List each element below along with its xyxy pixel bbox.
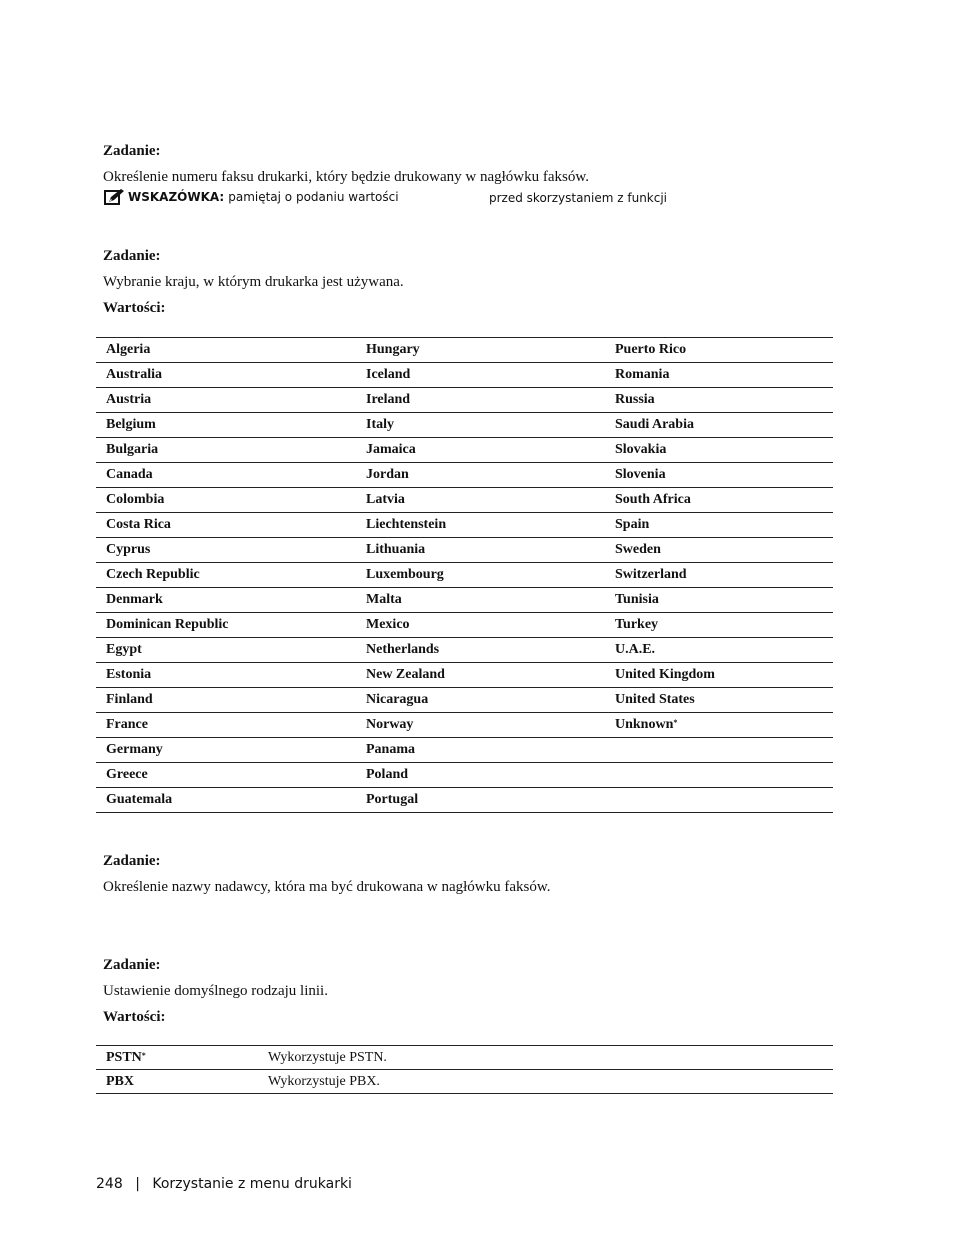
country-cell: Puerto Rico [605, 338, 833, 363]
country-cell: Poland [356, 763, 605, 788]
country-cell: Costa Rica [96, 513, 356, 538]
table-row [96, 488, 833, 513]
country-cell: Panama [356, 738, 605, 763]
country-cell: United Kingdom [605, 663, 833, 688]
country-cell: Egypt [96, 638, 356, 663]
note-text-a: pamiętaj o podaniu wartości [228, 190, 399, 204]
line-type-desc: Wykorzystuje PSTN. [258, 1046, 833, 1070]
footer-separator: | [135, 1176, 140, 1192]
country-cell: Greece [96, 763, 356, 788]
country-cell: Slovenia [605, 463, 833, 488]
line-type-name: PSTN* [96, 1046, 258, 1070]
country-cell: South Africa [605, 488, 833, 513]
country-cell: Estonia [96, 663, 356, 688]
country-cell: Latvia [356, 488, 605, 513]
table-row [96, 663, 833, 688]
section2-task-text: Wybranie kraju, w którym drukarka jest używana. [103, 274, 404, 290]
country-cell: Spain [605, 513, 833, 538]
country-cell: Norway [356, 713, 605, 738]
table-row [96, 513, 833, 538]
country-cell: Switzerland [605, 563, 833, 588]
table-row [96, 613, 833, 638]
section4-values-label: Wartości: [103, 1009, 166, 1025]
section2-values-label: Wartości: [103, 300, 166, 316]
table-row [96, 338, 833, 363]
note-label: WSKAZÓWKA: [128, 190, 225, 204]
country-cell: Ireland [356, 388, 605, 413]
table-row [96, 788, 833, 813]
country-cell: Austria [96, 388, 356, 413]
section3-task-text: Określenie nazwy nadawcy, która ma być drukowana w nagłówku faksów. [103, 879, 551, 895]
section4-task-text: Ustawienie domyślnego rodzaju linii. [103, 983, 328, 999]
footer-title: Korzystanie z menu drukarki [152, 1176, 352, 1192]
footer [96, 1176, 352, 1192]
note-text-b: przed skorzystaniem z funkcji [489, 191, 668, 205]
country-cell: Turkey [605, 613, 833, 638]
section4-task-label: Zadanie: [103, 957, 161, 973]
country-cell: Nicaragua [356, 688, 605, 713]
table-row [96, 763, 833, 788]
line-type-name: PBX [96, 1070, 258, 1094]
country-cell: Lithuania [356, 538, 605, 563]
country-cell: Hungary [356, 338, 605, 363]
table-row [96, 463, 833, 488]
table-row [96, 588, 833, 613]
country-cell: Australia [96, 363, 356, 388]
table-row [96, 538, 833, 563]
country-cell: Portugal [356, 788, 605, 813]
country-cell: Sweden [605, 538, 833, 563]
country-cell: Slovakia [605, 438, 833, 463]
country-cell: Germany [96, 738, 356, 763]
country-cell: U.A.E. [605, 638, 833, 663]
table-row [96, 363, 833, 388]
country-cell: Belgium [96, 413, 356, 438]
country-cell: Dominican Republic [96, 613, 356, 638]
note [103, 186, 399, 208]
country-cell: Tunisia [605, 588, 833, 613]
table-row [96, 388, 833, 413]
country-cell: United States [605, 688, 833, 713]
country-cell: Liechtenstein [356, 513, 605, 538]
country-cell: Finland [96, 688, 356, 713]
country-cell: Guatemala [96, 788, 356, 813]
default-mark: * [141, 1050, 146, 1060]
section3-task-label: Zadanie: [103, 853, 161, 869]
country-cell: Romania [605, 363, 833, 388]
country-cell: Luxembourg [356, 563, 605, 588]
section1-task-text: Określenie numeru faksu drukarki, który będzie drukowany w nagłówku faksów. [103, 169, 589, 185]
country-cell: Mexico [356, 613, 605, 638]
country-cell: Malta [356, 588, 605, 613]
country-cell: Jordan [356, 463, 605, 488]
country-cell: Colombia [96, 488, 356, 513]
country-cell: Bulgaria [96, 438, 356, 463]
country-cell: Saudi Arabia [605, 413, 833, 438]
table-row [96, 1046, 833, 1070]
country-cell: Denmark [96, 588, 356, 613]
country-cell: Iceland [356, 363, 605, 388]
country-cell [605, 738, 833, 763]
country-cell: Algeria [96, 338, 356, 363]
pencil-note-icon [103, 188, 125, 206]
country-cell [605, 763, 833, 788]
table-row [96, 1070, 833, 1094]
table-row [96, 638, 833, 663]
default-mark: * [673, 718, 678, 727]
table-row [96, 688, 833, 713]
country-cell: France [96, 713, 356, 738]
page-number: 248 [96, 1176, 123, 1192]
line-type-table [96, 1045, 833, 1094]
table-row [96, 438, 833, 463]
country-cell: Jamaica [356, 438, 605, 463]
country-cell: Russia [605, 388, 833, 413]
country-cell: Czech Republic [96, 563, 356, 588]
country-cell: New Zealand [356, 663, 605, 688]
section2-task-label: Zadanie: [103, 248, 161, 264]
line-type-desc: Wykorzystuje PBX. [258, 1070, 833, 1094]
country-cell: Italy [356, 413, 605, 438]
table-row [96, 738, 833, 763]
country-cell [605, 788, 833, 813]
table-row [96, 563, 833, 588]
country-cell: Cyprus [96, 538, 356, 563]
country-cell: Canada [96, 463, 356, 488]
country-cell: Unknown* [605, 713, 833, 738]
table-row [96, 413, 833, 438]
section1-task-label: Zadanie: [103, 143, 161, 159]
country-cell: Netherlands [356, 638, 605, 663]
country-table [96, 337, 833, 813]
table-row [96, 713, 833, 738]
